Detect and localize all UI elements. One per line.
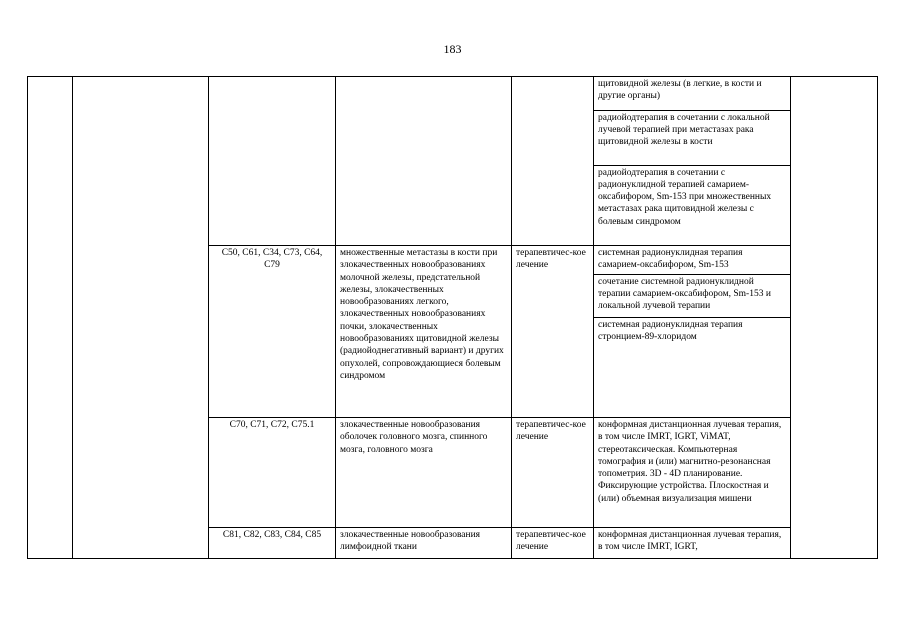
treatment-type: терапевтичес-кое лечение <box>512 528 594 559</box>
method-item: конформная дистанционная лучевая терапия, в том числе IMRT, IGRT, <box>594 528 791 559</box>
treatment-type <box>512 77 594 246</box>
diagnosis-text <box>336 77 512 246</box>
method-item: радиойодтерапия в сочетании с локальной лучевой терапией при метастазах рака щитовидной железы в кости <box>594 110 790 165</box>
empty-cell <box>73 77 209 559</box>
diagnosis-text: злокачественные новообразования оболочек головного мозга, спинного мозга, головного мозга <box>336 418 512 528</box>
treatment-type: терапевтичес-кое лечение <box>512 246 594 418</box>
empty-cell <box>28 77 73 559</box>
treatment-table <box>27 76 878 559</box>
diagnosis-codes <box>209 77 336 246</box>
method-item: системная радионуклидная терапия стронцием-89-хлоридом <box>598 319 743 342</box>
method-item: щитовидной железы (в легкие, в кости и другие органы) <box>594 77 790 110</box>
methods-cell <box>594 246 791 418</box>
method-item: сочетание системной радионуклидной терапии самарием-оксабифором, Sm-153 и локальной лучевой терапии <box>594 274 790 317</box>
treatment-type: терапевтичес-кое лечение <box>512 418 594 528</box>
table-row <box>28 77 878 246</box>
page-number: 183 <box>443 42 462 56</box>
diagnosis-text: злокачественные новообразования лимфоидной ткани <box>336 528 512 559</box>
method-item: конформная дистанционная лучевая терапия, в том числе IMRT, IGRT, ViMAT, стереотаксическая. Компьютерная томография и (или) магнитно-резонансная топометрия. 3D - 4D планирование. Фиксирующие устройства. Плоскостная и (или) объемная визуализация мишени <box>594 418 791 528</box>
empty-cell <box>791 77 878 559</box>
methods-cell <box>594 77 791 246</box>
diagnosis-codes: C70, C71, C72, C75.1 <box>209 418 336 528</box>
diagnosis-codes: C81, C82, C83, C84, C85 <box>209 528 336 559</box>
method-item: радиойодтерапия в сочетании с радионуклидной терапией самарием-оксабифором, Sm-153 при множественных метастазах рака щитовидной железы с болевым синдромом <box>598 167 772 227</box>
diagnosis-codes: C50, C61, C34, C73, C64, C79 <box>209 246 336 418</box>
diagnosis-text: множественные метастазы в кости при злокачественных новообразованиях молочной железы, предстательной железы, злокачественных новообразованиях легкого, злокачественных новообразованиях почки, злокачественных новообразованиях щитовидной железы (радиойоднегативный вариант) и других опухолей, сопровождающиеся болевым синдромом <box>336 246 512 418</box>
method-item: системная радионуклидная терапия самарием-оксабифором, Sm-153 <box>594 246 790 274</box>
